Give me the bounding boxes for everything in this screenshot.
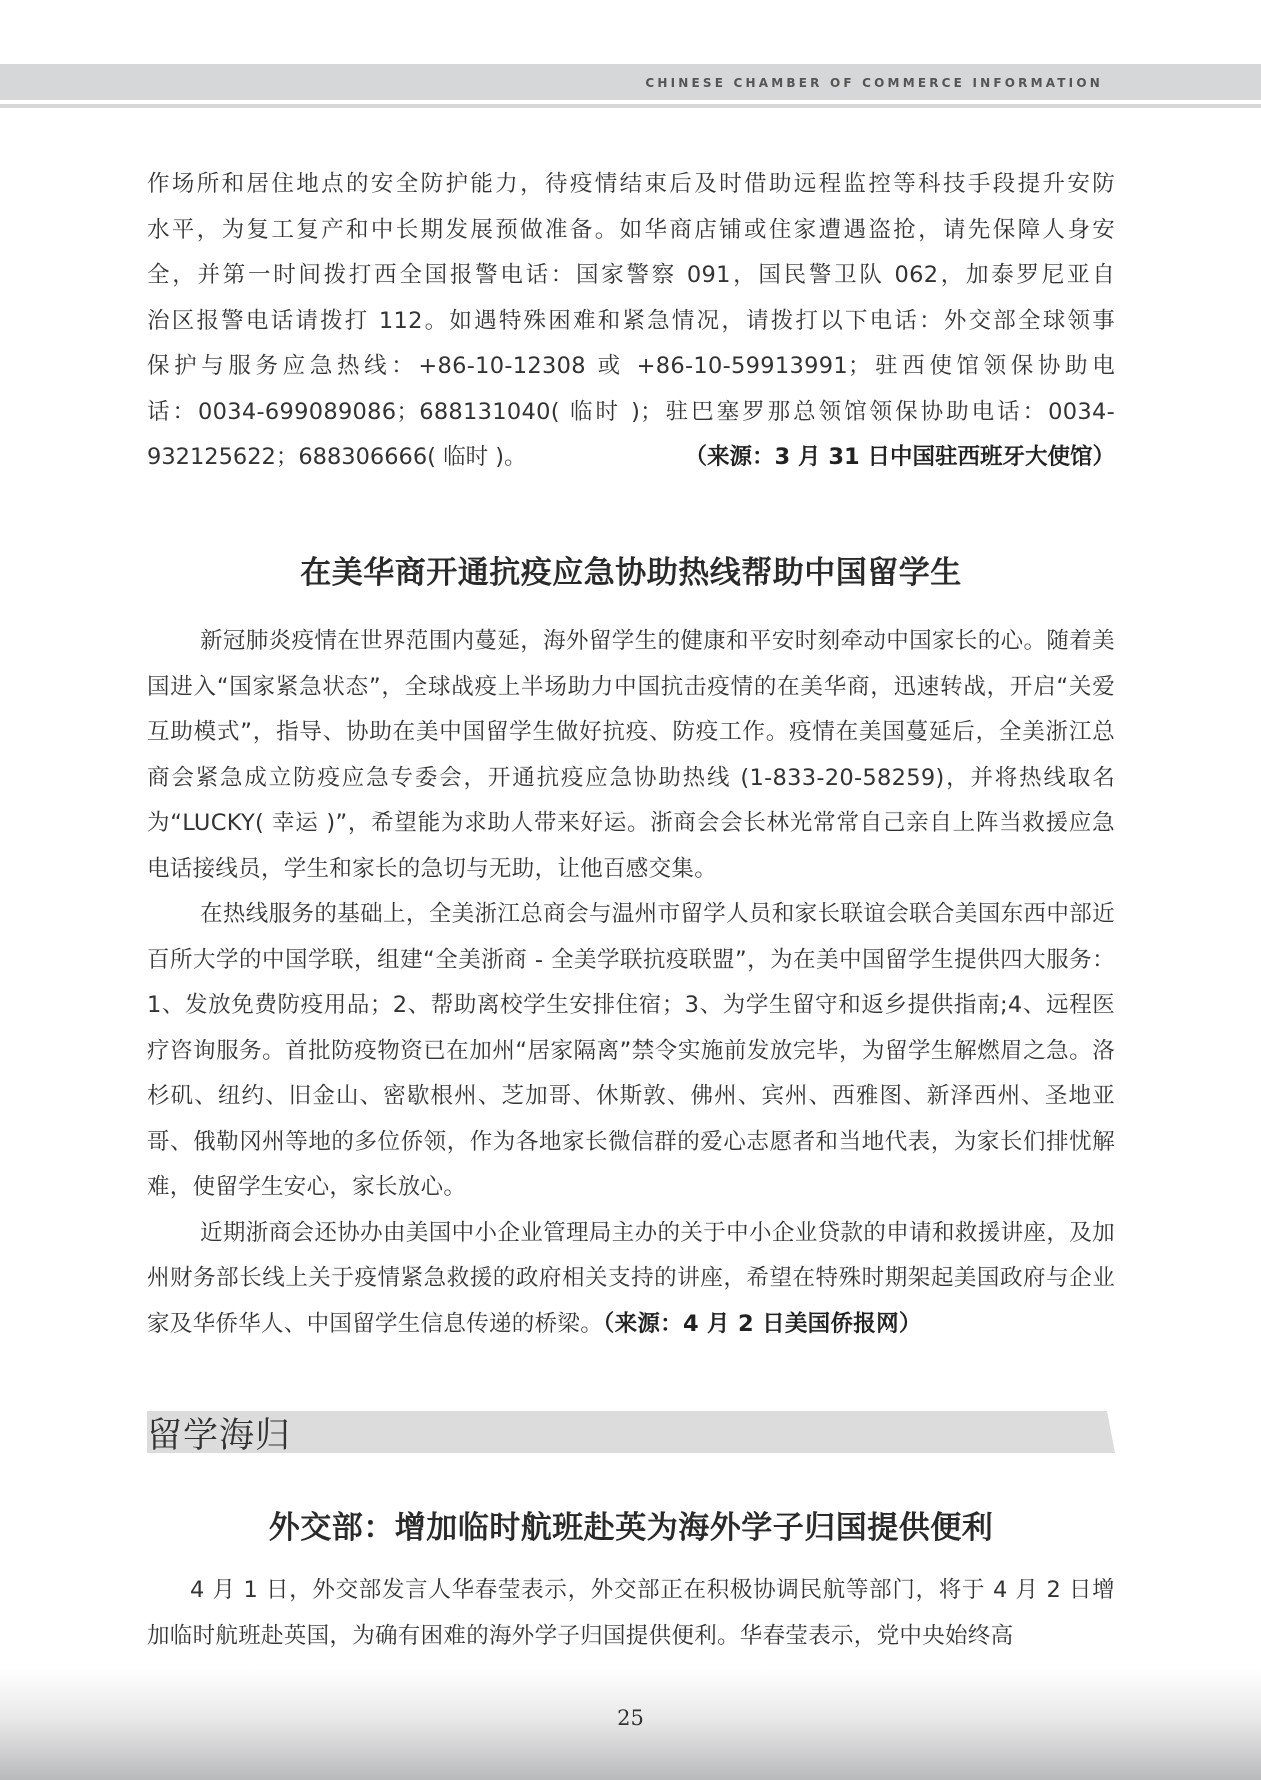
article-paragraph [147, 1211, 1115, 1348]
article-paragraph: 4 月 1 日，外交部发言人华春莹表示，外交部正在积极协调民航等部门，将于 4 月 2 日增加临时航班赴英国，为确有困难的海外学子归国提供便利。华春莹表示，党中央始终高 [147, 1577, 1115, 1649]
source-note: （来源：3 月 31 日中国驻西班牙大使馆） [684, 444, 1115, 470]
continued-line: 水平，为复工复产和中长期发展预做准备。如华商店铺或住家遭遇盗抢，请先保障人身安 [147, 216, 1115, 243]
continued-line: 932125622；688306666( 临时 )。 [147, 444, 527, 470]
section-banner [147, 1411, 1115, 1453]
article-paragraph-text: 近期浙商会还协办由美国中小企业管理局主办的关于中小企业贷款的申请和救援讲座，及加州财务部长线上关于疫情紧急救援的政府相关支持的讲座，希望在特殊时期架起美国政府与企业家及华侨华人、中国留学生信息传递的桥梁。 [147, 1219, 1115, 1337]
section-title: 留学海归 [147, 1416, 292, 1456]
article-paragraph: 新冠肺炎疫情在世界范围内蔓延，海外留学生的健康和平安时刻牵动中国家长的心。随着美国进入“国家紧急状态”，全球战疫上半场助力中国抗击疫情的在美华商，迅速转战，开启“关爱互助模式”，指导、协助在美中国留学生做好抗疫、防疫工作。疫情在美国蔓延后，全美浙江总商会紧急成立防疫应急专委会，开通抗疫应急协助热线 (1-833-20-58259)，并将热线取名为“LUCKY( 幸运 )”，希望能为求助人带来好运。浙商会会长林光常常自己亲自上阵当救援应急电话接线员，学生和家长的急切与无助，让他百感交集。 [147, 628, 1115, 882]
continued-last-line [147, 435, 1115, 481]
source-note: （来源：4 月 2 日美国侨报网） [603, 1310, 922, 1337]
header-divider [0, 104, 1261, 108]
article-paragraph: 在热线服务的基础上，全美浙江总商会与温州市留学人员和家长联谊会联合美国东西中部近百所大学的中国学联，组建“全美浙商 - 全美学联抗疫联盟”，为在美中国留学生提供四大服务：1、发放免费防疫用品；2、帮助离校学生安排住宿；3、为学生留守和返乡提供指南;4、远程医疗咨询服务。首批防疫物资已在加州“居家隔离”禁令实施前发放完毕，为留学生解燃眉之急。洛杉矶、纽约、旧金山、密歇根州、芝加哥、休斯敦、佛州、宾州、西雅图、新泽西州、圣地亚哥、俄勒冈州等地的多位侨领，作为各地家长微信群的爱心志愿者和当地代表，为家长们排忧解难，使留学生安心，家长放心。 [147, 901, 1115, 1200]
continued-line: 话：0034-699089086；688131040( 临时 )；驻巴塞罗那总领馆领保协助电话：0034- [147, 398, 1115, 425]
article-title: 外交部：增加临时航班赴英为海外学子归国提供便利 [268, 1510, 994, 1546]
article-title: 在美华商开通抗疫应急协助热线帮助中国留学生 [300, 555, 962, 591]
continued-article [147, 162, 1115, 481]
continued-line: 全，并第一时间拨打西全国报警电话：国家警察 091，国民警卫队 062，加泰罗尼亚自 [147, 262, 1115, 288]
continued-line: 保护与服务应急热线：+86-10-12308 或 +86-10-59913991；驻西使馆领保协助电 [147, 353, 1115, 379]
article-body [147, 1568, 1115, 1659]
article-body [147, 619, 1115, 1347]
continued-line: 作场所和居住地点的安全防护能力，待疫情结束后及时借助远程监控等科技手段提升安防 [147, 171, 1115, 197]
running-header: CHINESE CHAMBER OF COMMERCE INFORMATION [645, 76, 1103, 90]
continued-line: 治区报警电话请拨打 112。如遇特殊困难和紧急情况，请拨打以下电话：外交部全球领事 [147, 307, 1115, 334]
page-number: 25 [617, 1706, 644, 1730]
